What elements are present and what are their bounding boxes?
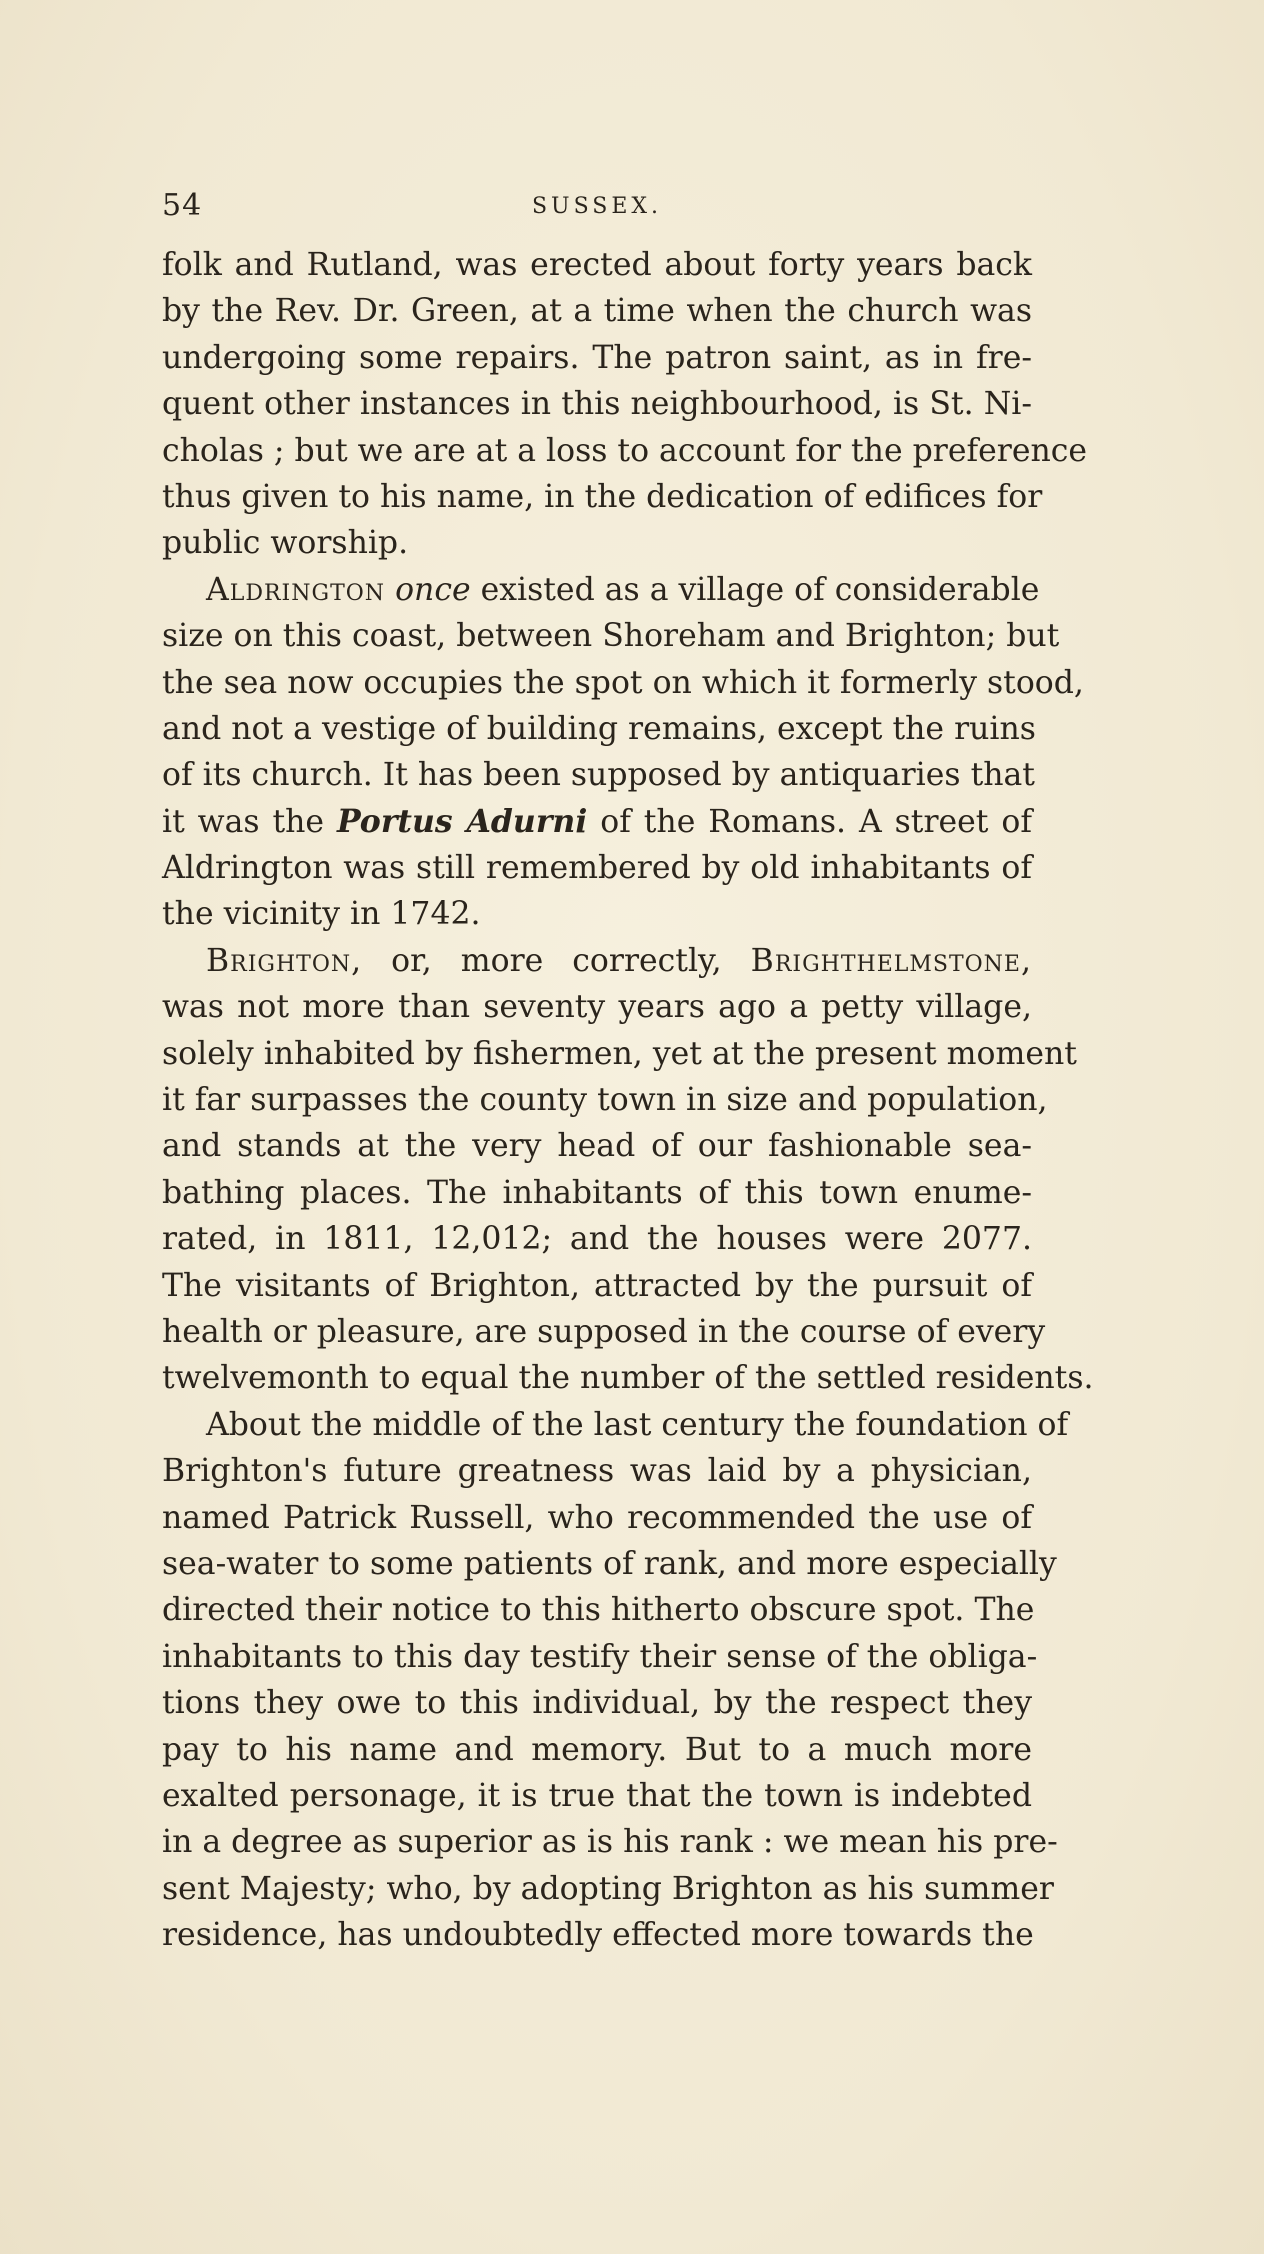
text-line: twelvemonth to equal the number of the settled residents. xyxy=(162,1360,1094,1397)
text-line: of its church. It has been supposed by antiquaries that xyxy=(162,757,1035,794)
text-line: sent Majesty; who, by adopting Brighton as his summer xyxy=(162,1870,1054,1907)
text-line: and stands at the very head of our fashionable sea- xyxy=(162,1128,1032,1165)
running-head: SUSSEX. xyxy=(531,194,663,219)
text-line: in a degree as superior as is his rank : we mean his pre- xyxy=(162,1824,1058,1861)
paragraph-aldrington-first-line xyxy=(162,567,1040,613)
latin-name: Portus Adurni xyxy=(336,802,588,840)
text-line: tions they owe to this individual, by the respect they xyxy=(162,1685,1032,1722)
text-line: folk and Rutland, was erected about forty years back xyxy=(162,247,1032,283)
text-line-portus-adurni xyxy=(162,799,1032,845)
italic-word: once xyxy=(395,571,471,608)
text-line: Aldrington was still remembered by old inhabitants of xyxy=(162,850,1032,887)
text-line: sea-water to some patients of rank, and more especially xyxy=(162,1545,1057,1582)
text-line: bathing places. The inhabitants of this town enume- xyxy=(162,1174,1032,1211)
text-line: pay to his name and memory. But to a much more xyxy=(162,1731,1032,1768)
text-line: exalted personage, it is true that the town is indebted xyxy=(162,1777,1032,1814)
place-name-aldrington: Aldrington xyxy=(206,571,386,608)
text-line: rated, in 1811, 12,012; and the houses were 2077. xyxy=(162,1221,1032,1258)
text-line: directed their notice to this hitherto obscure spot. The xyxy=(162,1592,1035,1629)
text-line: and not a vestige of building remains, except the ruins xyxy=(162,710,1036,747)
place-name-brighthelmstone: Brighthelmstone, xyxy=(750,942,1032,979)
text-line: cholas ; but we are at a loss to account for the preference xyxy=(162,432,1088,469)
text-line: residence, has undoubtedly effected more towards the xyxy=(162,1917,1034,1954)
body-text xyxy=(162,242,1094,1958)
text-line: solely inhabited by fishermen, yet at the present moment xyxy=(162,1035,1077,1072)
text-fragment: of the Romans. A street of xyxy=(587,803,1032,840)
text-line: the vicinity in 1742. xyxy=(162,896,481,933)
text-line: quent other instances in this neighbourhood, is St. Ni- xyxy=(162,386,1032,423)
text-line: public worship. xyxy=(162,525,409,562)
text-fragment: it was the xyxy=(162,803,337,840)
text-line: named Patrick Russell, who recommended the use of xyxy=(162,1499,1032,1536)
paragraph-brighton-first-line xyxy=(162,938,1032,984)
text-line: it far surpasses the county town in size and population, xyxy=(162,1082,1048,1119)
text-line: The visitants of Brighton, attracted by the pursuit of xyxy=(162,1267,1032,1304)
text-line: was not more than seventy years ago a petty village, xyxy=(162,989,1032,1026)
text-line: the sea now occupies the spot on which it formerly stood, xyxy=(162,664,1084,701)
text-line: About the middle of the last century the foundation of xyxy=(206,1406,1069,1443)
text-line: by the Rev. Dr. Green, at a time when the church was xyxy=(162,293,1032,330)
page-number: 54 xyxy=(162,188,203,223)
place-name-brighton: Brighton, xyxy=(206,942,363,979)
page-header xyxy=(162,188,1032,228)
text-line: Brighton's future greatness was laid by a physician, xyxy=(162,1453,1032,1490)
text-line: inhabitants to this day testify their sense of the obliga- xyxy=(162,1638,1038,1675)
text-fragment: or, more correctly, xyxy=(362,942,751,979)
text-line: thus given to his name, in the dedication of edifices for xyxy=(162,478,1043,515)
text-line: health or pleasure, are supposed in the course of every xyxy=(162,1313,1046,1350)
text-fragment: existed as a village of considerable xyxy=(470,571,1040,608)
text-line: size on this coast, between Shoreham and Brighton; but xyxy=(162,618,1060,655)
text-line: undergoing some repairs. The patron saint, as in fre- xyxy=(162,339,1032,376)
